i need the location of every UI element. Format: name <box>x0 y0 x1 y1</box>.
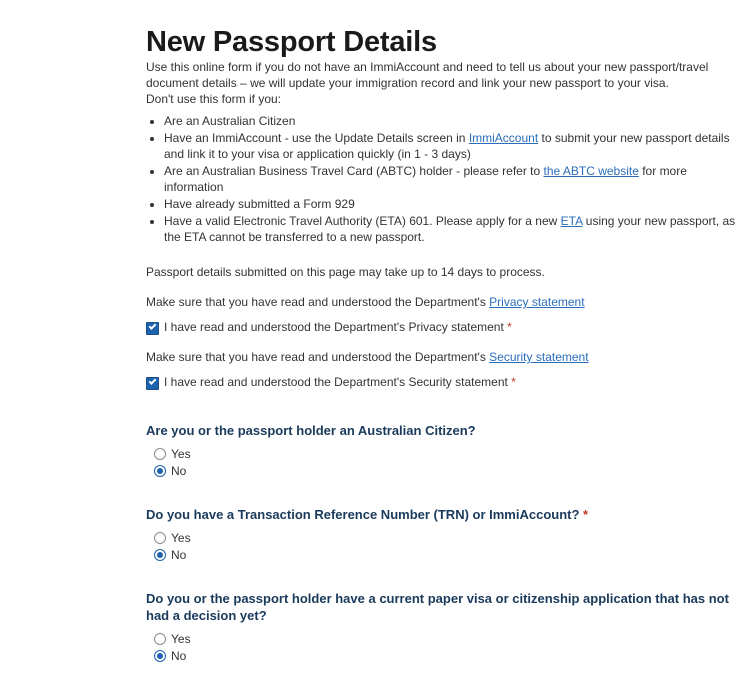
radio-option[interactable] <box>146 649 740 663</box>
radio-option-label: Yes <box>171 632 191 646</box>
list-item-text: Have a valid Electronic Travel Authority (ETA) 601. Please apply for a new <box>164 214 561 228</box>
radio-option[interactable] <box>146 447 740 461</box>
intro-paragraph: Use this online form if you do not have an ImmiAccount and need to tell us about your new passport/travel document details – we will update your immigration record and link your new passport to your visa. <box>146 60 709 90</box>
list-item <box>164 163 740 195</box>
inline-link[interactable]: the ABTC website <box>543 164 639 178</box>
question-block <box>146 590 740 663</box>
list-item <box>164 196 740 212</box>
privacy-statement-link[interactable]: Privacy statement <box>489 295 585 309</box>
list-item-text: for more information <box>164 164 687 194</box>
radio-icon-selected[interactable] <box>154 650 166 662</box>
privacy-consent-label: I have read and understood the Department's Privacy statement * <box>164 320 512 334</box>
list-item <box>164 213 740 245</box>
question-label <box>146 590 740 624</box>
security-consent-row[interactable] <box>146 375 740 390</box>
privacy-required-marker: * <box>507 320 512 334</box>
question-text: Do you have a Transaction Reference Number (TRN) or ImmiAccount? <box>146 507 580 522</box>
list-item <box>164 113 740 129</box>
question-label <box>146 506 740 523</box>
list-item-text: Have an ImmiAccount - use the Update Details screen in <box>164 131 469 145</box>
list-item-text: Are an Australian Business Travel Card (ABTC) holder - please refer to <box>164 164 544 178</box>
radio-icon-selected[interactable] <box>154 549 166 561</box>
radio-option[interactable] <box>146 632 740 646</box>
radio-option-label: No <box>171 649 187 663</box>
radio-option[interactable] <box>146 464 740 478</box>
radio-option[interactable] <box>146 531 740 545</box>
security-consent-checkbox-icon[interactable] <box>146 377 159 390</box>
question-text: Are you or the passport holder an Australian Citizen? <box>146 423 476 438</box>
question-text: Do you or the passport holder have a current paper visa or citizenship application that has not had a decision yet? <box>146 591 729 623</box>
privacy-prompt-text: Make sure that you have read and understood the Department's <box>146 295 490 309</box>
question-block <box>146 422 740 478</box>
question-block <box>146 506 740 562</box>
dont-use-heading: Don't use this form if you: <box>146 92 282 106</box>
radio-option-label: Yes <box>171 447 191 461</box>
question-label <box>146 422 740 439</box>
list-item-text: using your new passport, as the ETA cannot be transferred to a new passport. <box>164 214 736 244</box>
radio-icon-selected[interactable] <box>154 465 166 477</box>
list-item-text: to submit your new passport details and link it to your visa or application quickly (in 1 - 3 days) <box>164 131 730 161</box>
radio-option-label: No <box>171 548 187 562</box>
privacy-consent-row[interactable] <box>146 320 740 335</box>
list-item-text: Are an Australian Citizen <box>164 114 296 128</box>
security-prompt-text: Make sure that you have read and understood the Department's <box>146 350 490 364</box>
page-title: New Passport Details <box>146 26 437 58</box>
security-statement-prompt <box>146 349 740 365</box>
radio-icon[interactable] <box>154 633 166 645</box>
dont-use-list <box>146 113 740 245</box>
questions-container <box>146 422 740 663</box>
radio-option-label: No <box>171 464 187 478</box>
security-consent-label: I have read and understood the Department's Security statement * <box>164 375 516 389</box>
radio-option[interactable] <box>146 548 740 562</box>
radio-icon[interactable] <box>154 532 166 544</box>
security-required-marker: * <box>511 375 516 389</box>
privacy-statement-prompt <box>146 294 740 310</box>
list-item <box>164 130 740 162</box>
processing-note: Passport details submitted on this page may take up to 14 days to process. <box>146 265 545 279</box>
security-statement-link[interactable]: Security statement <box>489 350 589 364</box>
privacy-consent-checkbox-icon[interactable] <box>146 322 159 335</box>
radio-option-label: Yes <box>171 531 191 545</box>
radio-icon[interactable] <box>154 448 166 460</box>
question-required-marker: * <box>583 507 589 522</box>
list-item-text: Have already submitted a Form 929 <box>164 197 355 211</box>
inline-link[interactable]: ImmiAccount <box>468 131 539 145</box>
inline-link[interactable]: ETA <box>560 214 583 228</box>
